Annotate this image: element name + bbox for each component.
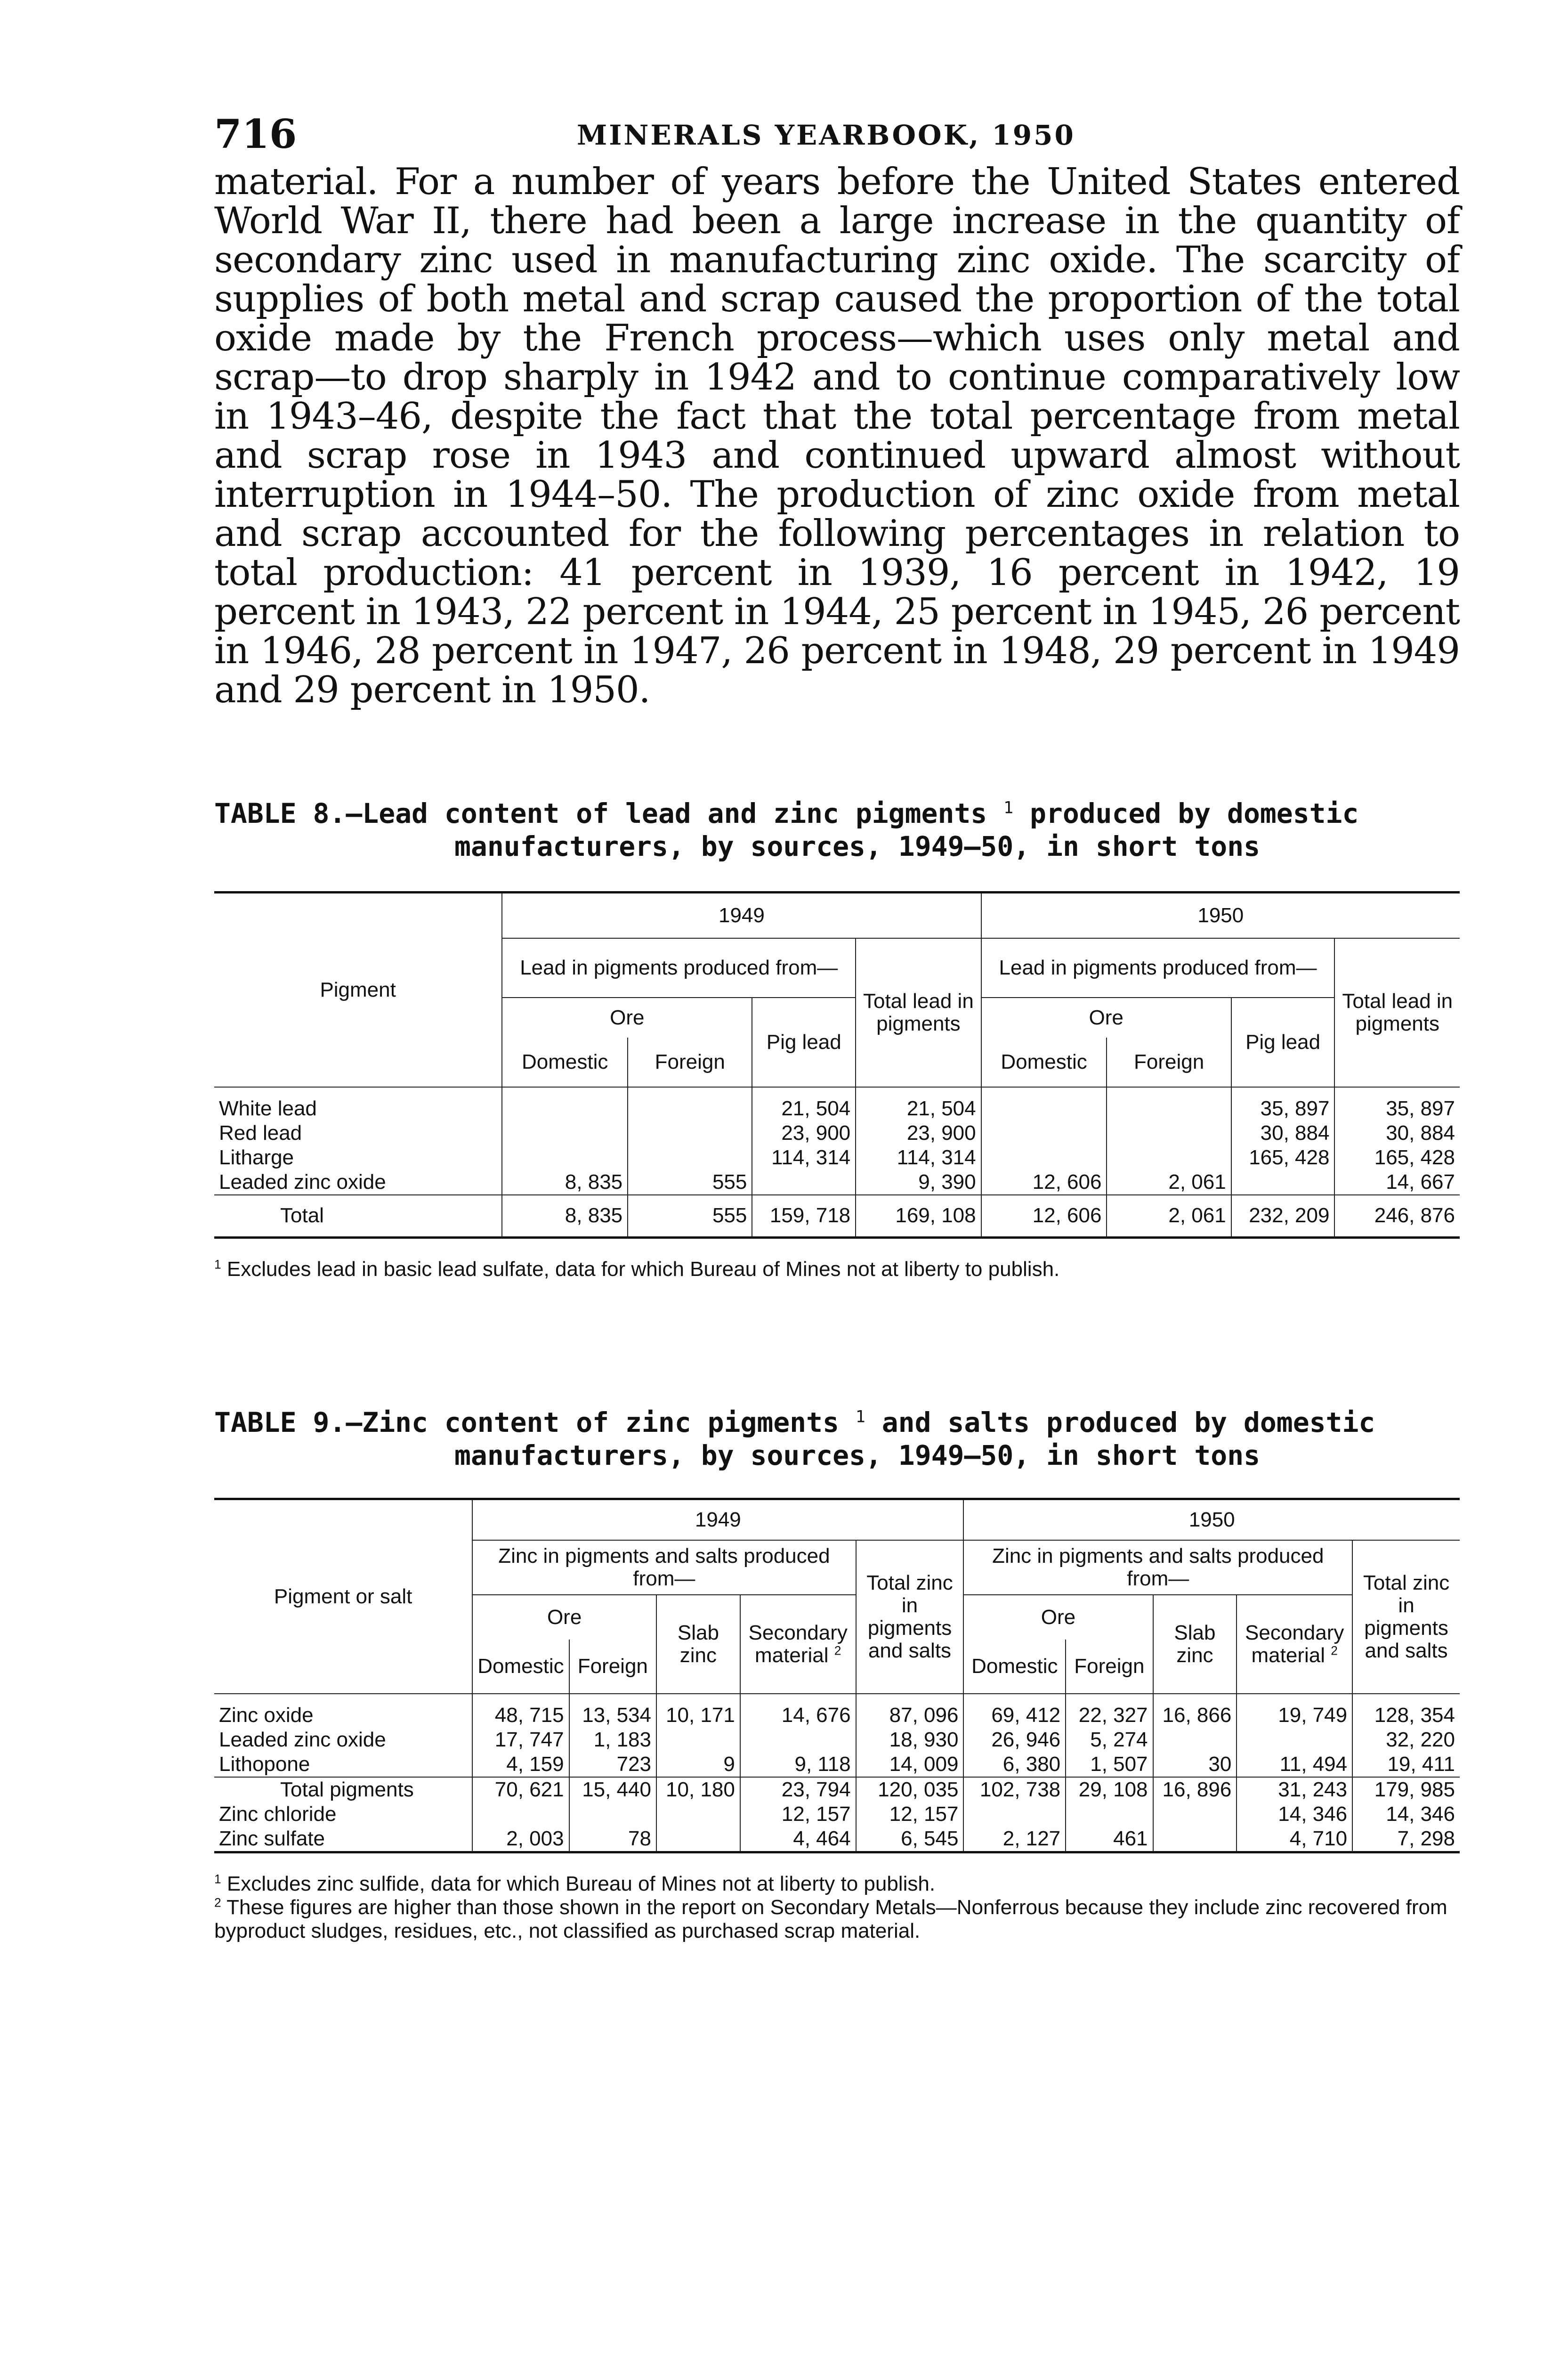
table-row: Leaded zinc oxide 17, 747 1, 183 18, 930 26, 946 5, 274 32, 220	[214, 1728, 1460, 1752]
t8-col-pigment: Pigment	[320, 978, 396, 1001]
body-paragraph: material. For a number of years before the United States entered World War II, there had been a large increase in the quantity of secondary zinc used in manufacturing zinc oxide. The scarcity of supplies of both metal and scrap caused the proportion of the total oxide made by the French process—which uses only metal and scrap—to drop sharply in 1942 and to continue comparatively low in 1943–46, despite the fact that the total percentage from metal and scrap rose in 1943 and continued upward almost without interruption in 1944–50. The production of zinc oxide from metal and scrap accounted for the following percentages in relation to total production: 41 percent in 1939, 16 percent in 1942, 19 percent in 1943, 22 percent in 1944, 25 percent in 1945, 26 percent in 1946, 28 percent in 1947, 26 percent in 1948, 29 percent in 1949 and 29 percent in 1950.	[214, 161, 1460, 711]
t8-pig-1949: Pig lead	[752, 998, 856, 1087]
t9-total-1950: Total zinc in pigments and salts	[1352, 1540, 1460, 1694]
t8-pig-1950: Pig lead	[1231, 998, 1335, 1087]
total-row: Total pigments 70, 621 15, 440 10, 180 23, 794 120, 035 102, 738 29, 108 16, 896 31, 243 179, 985	[214, 1777, 1460, 1802]
table8	[214, 891, 1460, 1239]
t8-ore-1949: Ore	[502, 998, 752, 1038]
t9-ore-1949: Ore	[472, 1595, 656, 1640]
table8-footnote: $^1$ Excludes lead in basic lead sulfate, data for which Bureau of Mines not at liberty to publish.	[214, 1257, 1060, 1281]
table9-footnotes	[214, 1872, 1460, 1943]
t9-slab-1949: Slab zinc	[656, 1595, 740, 1694]
table9-footnote-2: $^2$ These figures are higher than those shown in the report on Secondary Metals—Nonferrous because they include zinc recovered from byproduct sludges, residues, etc., not classified as purchased scrap material.	[214, 1895, 1447, 1942]
t8-year-1950: 1950	[981, 893, 1460, 939]
running-title: MINERALS YEARBOOK, 1950	[577, 119, 1075, 151]
t9-year-1950: 1950	[963, 1499, 1460, 1540]
t8-foreign-1950: Foreign	[1107, 1038, 1231, 1087]
t9-foreign-1950: Foreign	[1066, 1640, 1153, 1694]
table-row: Zinc chloride 12, 157 12, 157 14, 346 14, 346	[214, 1802, 1460, 1827]
t8-year-1949: 1949	[502, 893, 981, 939]
t8-foreign-1949: Foreign	[628, 1038, 752, 1087]
t9-zinc-in-1950: Zinc in pigments and salts produced from—	[963, 1540, 1352, 1595]
t9-domestic-1949: Domestic	[472, 1640, 569, 1694]
table-row: Zinc oxide 48, 715 13, 534 10, 171 14, 676 87, 096 69, 412 22, 327 16, 866 19, 749 128, 354	[214, 1703, 1460, 1728]
t9-domestic-1950: Domestic	[963, 1640, 1066, 1694]
table-row: Leaded zinc oxide 8, 835 555 9, 390 12, 606 2, 061 14, 667	[214, 1170, 1460, 1195]
table-row: Litharge 114, 314 114, 314 165, 428 165, 428	[214, 1145, 1460, 1170]
table-row: Zinc sulfate 2, 003 78 4, 464 6, 545 2, 127 461 4, 710 7, 298	[214, 1827, 1460, 1852]
t9-slab-1950: Slab zinc	[1153, 1595, 1237, 1694]
t9-secondary-1949: Secondary material $^2$	[740, 1595, 856, 1694]
page-header	[214, 111, 1460, 162]
table9	[214, 1498, 1460, 1853]
t9-year-1949: 1949	[472, 1499, 963, 1540]
document-page	[214, 111, 1460, 1943]
t9-secondary-1950: Secondary material $^2$	[1237, 1595, 1352, 1694]
table-row: Red lead 23, 900 23, 900 30, 884 30, 884	[214, 1121, 1460, 1145]
table-row: Lithopone 4, 159 723 9 9, 118 14, 009 6, 380 1, 507 30 11, 494 19, 411	[214, 1752, 1460, 1777]
table9-footnote-1: $^1$ Excludes zinc sulfide, data for which Bureau of Mines not at liberty to publish.	[214, 1871, 936, 1895]
t8-total-1949: Total lead in pigments	[856, 938, 981, 1087]
table8-caption: TABLE 8.—Lead content of lead and zinc pigments $^1$ produced by domestic manufacturers, by sources, 1949–50, in short tons	[214, 797, 1359, 862]
page-number: 716	[214, 111, 297, 157]
t9-ore-1950: Ore	[963, 1595, 1153, 1640]
t9-col-pigment: Pigment or salt	[274, 1584, 412, 1608]
table9-caption: TABLE 9.—Zinc content of zinc pigments $^1$ and salts produced by domestic manufacturers, by sources, 1949–50, in short tons	[214, 1406, 1375, 1471]
t8-total-1950: Total lead in pigments	[1334, 938, 1460, 1087]
t9-zinc-in-1949: Zinc in pigments and salts produced from—	[472, 1540, 856, 1595]
t8-lead-in-1949: Lead in pigments produced from—	[502, 938, 856, 998]
t8-domestic-1949: Domestic	[502, 1038, 628, 1087]
t9-foreign-1949: Foreign	[569, 1640, 656, 1694]
t8-lead-in-1950: Lead in pigments produced from—	[981, 938, 1335, 998]
table-row: White lead 21, 504 21, 504 35, 897 35, 897	[214, 1096, 1460, 1121]
t8-ore-1950: Ore	[981, 998, 1231, 1038]
t8-domestic-1950: Domestic	[981, 1038, 1107, 1087]
t9-total-1949: Total zinc in pigments and salts	[856, 1540, 964, 1694]
total-row: Total 8, 835 555 159, 718 169, 108 12, 606 2, 061 232, 209 246, 876	[214, 1195, 1460, 1237]
